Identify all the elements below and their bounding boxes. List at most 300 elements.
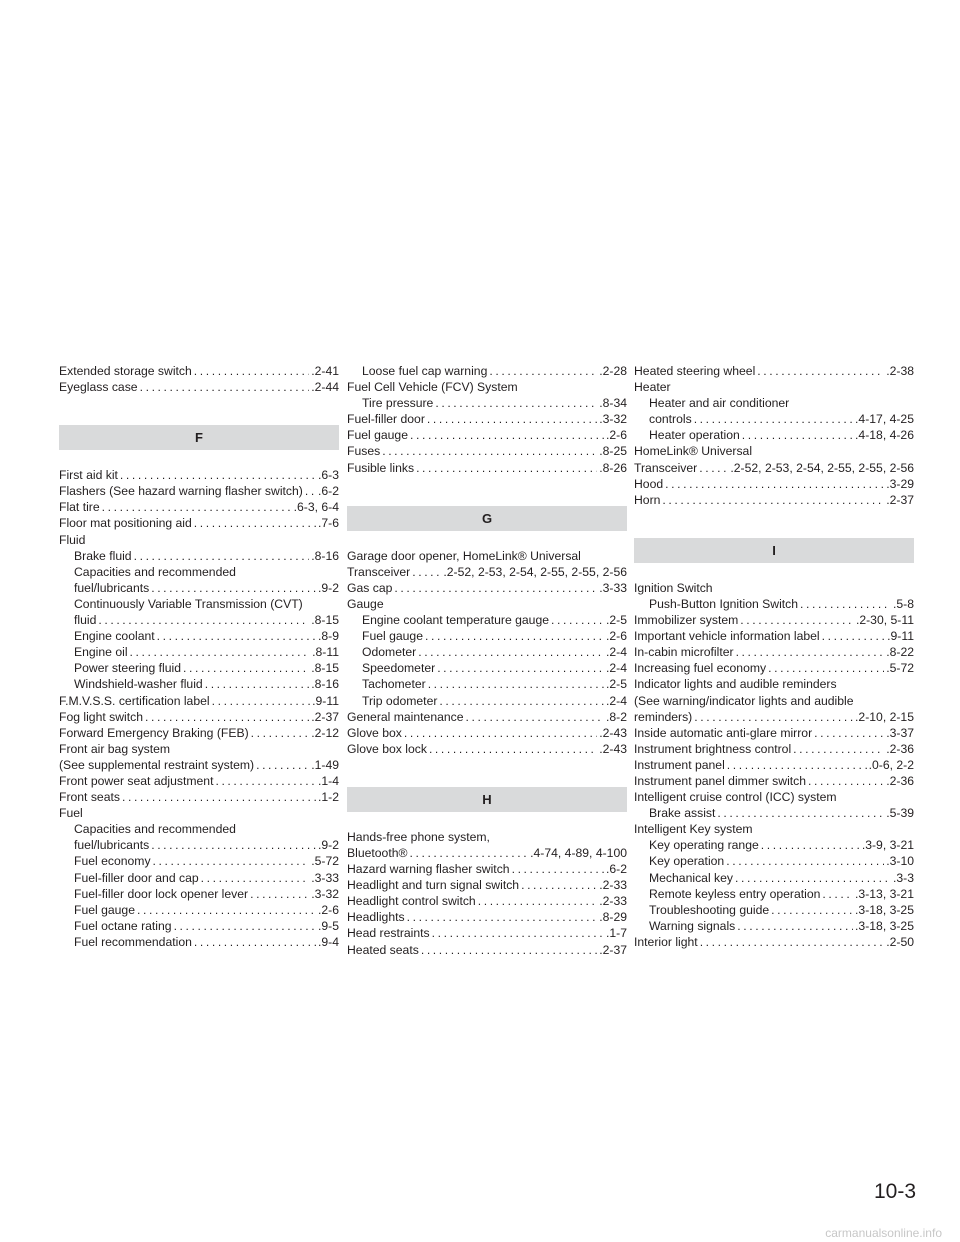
entry-page-ref: .3-29 [886, 476, 914, 491]
dot-leader [727, 757, 867, 773]
dot-leader [256, 757, 309, 773]
index-entry [347, 693, 627, 709]
dot-leader [662, 492, 884, 508]
entry-page-ref: .2-33 [599, 894, 627, 909]
dot-leader [157, 628, 316, 644]
dot-leader [771, 902, 853, 918]
entry-term: Instrument panel dimmer switch [634, 773, 807, 788]
entry-term: Fuel-filler door lock opener lever [74, 886, 249, 901]
entry-term: Fuel recommendation [74, 934, 192, 949]
entry-page-ref: .9-2 [317, 580, 339, 595]
dot-leader [757, 363, 884, 379]
index-label [634, 443, 914, 459]
dot-leader [742, 427, 853, 443]
section-letter-header: I [634, 538, 914, 563]
entry-page-ref: .8-22 [886, 645, 914, 660]
entry-page-ref: .2-43 [599, 725, 627, 740]
entry-term: Fusible links [347, 460, 415, 475]
index-entry [347, 893, 627, 909]
entry-term: fluid [74, 613, 97, 628]
entry-page-ref: .8-11 [312, 645, 339, 660]
entry-page-ref: .2-43 [599, 741, 627, 756]
index-entry [59, 934, 339, 950]
entry-term: Continuously Variable Transmission (CVT) [74, 596, 303, 611]
entry-term: Fog light switch [59, 709, 143, 724]
dot-leader [814, 725, 884, 741]
index-entry [59, 886, 339, 902]
dot-leader [694, 709, 853, 725]
index-label [634, 821, 914, 837]
entry-page-ref: .2-6 [605, 629, 627, 644]
entry-page-ref: .3-13, 3-21 [855, 886, 914, 901]
dot-leader [151, 580, 316, 596]
dot-leader [512, 861, 604, 877]
entry-page-ref: .1-4 [317, 773, 339, 788]
entry-page-ref: .9-5 [317, 918, 339, 933]
entry-page-ref: .6-3 [317, 468, 339, 483]
dot-leader [808, 773, 884, 789]
index-entry [634, 741, 914, 757]
entry-page-ref: .5-39 [886, 806, 914, 821]
dot-leader [466, 709, 604, 725]
section-gap [347, 757, 627, 787]
dot-leader [122, 789, 316, 805]
index-label [59, 532, 339, 548]
index-entry [634, 918, 914, 934]
entry-page-ref: .0-6, 2-2 [868, 757, 914, 772]
entry-term: Intelligent cruise control (ICC) system [634, 790, 837, 805]
section-gap [347, 476, 627, 506]
entry-page-ref: .2-30, 5-11 [855, 613, 914, 628]
entry-page-ref: .2-52, 2-53, 2-54, 2-55, 2-55, 2-56 [730, 460, 914, 475]
dot-leader [412, 564, 441, 580]
entry-page-ref: .2-37 [311, 709, 339, 724]
index-entry [347, 580, 627, 596]
entry-term: Odometer [362, 645, 417, 660]
entry-term: (See warning/indicator lights and audible [634, 693, 854, 708]
entry-page-ref: .8-34 [599, 396, 627, 411]
entry-page-ref: .2-4 [605, 693, 627, 708]
entry-term: Glove box lock [347, 741, 427, 756]
entry-term: Interior light [634, 934, 698, 949]
dot-leader [822, 886, 853, 902]
dot-leader [305, 483, 316, 499]
dot-leader [404, 725, 597, 741]
entry-term: Troubleshooting guide [649, 902, 770, 917]
dot-leader [418, 644, 604, 660]
dot-leader [382, 443, 597, 459]
index-entry [59, 580, 339, 596]
entry-term: Tire pressure [362, 396, 434, 411]
entry-page-ref: .4-17, 4-25 [855, 412, 914, 427]
index-entry [347, 564, 627, 580]
entry-term: Key operating range [649, 838, 759, 853]
entry-term: Power steering fluid [74, 661, 182, 676]
entry-term: Ignition Switch [634, 580, 713, 595]
entry-page-ref: .2-37 [599, 942, 627, 957]
entry-term: (See supplemental restraint system) [59, 757, 255, 772]
dot-leader [416, 460, 597, 476]
index-entry [347, 725, 627, 741]
index-entry [59, 902, 339, 918]
entry-page-ref: .3-18, 3-25 [855, 918, 914, 933]
index-entry [347, 909, 627, 925]
entry-page-ref: .8-26 [599, 460, 627, 475]
dot-leader [137, 902, 316, 918]
entry-term: Push-Button Ignition Switch [649, 596, 799, 611]
index-entry [59, 837, 339, 853]
entry-page-ref: .2-5 [605, 677, 627, 692]
index-entry [347, 427, 627, 443]
dot-leader [98, 612, 309, 628]
entry-term: Fuel Cell Vehicle (FCV) System [347, 380, 518, 395]
index-label [347, 379, 627, 395]
index-entry [59, 612, 339, 628]
entry-term: Immobilizer system [634, 613, 739, 628]
dot-leader [429, 741, 597, 757]
index-entry [59, 363, 339, 379]
entry-term: Front seats [59, 790, 120, 805]
entry-term: Forward Emergency Braking (FEB) [59, 725, 249, 740]
index-entry [59, 773, 339, 789]
index-column-2 [347, 363, 627, 958]
index-entry [59, 660, 339, 676]
index-entry [634, 427, 914, 443]
index-entry [59, 548, 339, 564]
entry-term: Headlights [347, 910, 405, 925]
dot-leader [427, 411, 597, 427]
entry-term: Fuel-filler door [347, 412, 425, 427]
index-entry [59, 709, 339, 725]
entry-page-ref: .6-3, 6-4 [293, 500, 339, 515]
dot-leader [183, 660, 309, 676]
index-entry [347, 741, 627, 757]
index-entry [634, 853, 914, 869]
entry-term: Engine coolant [74, 629, 155, 644]
entry-page-ref: .3-33 [311, 870, 339, 885]
index-entry [634, 363, 914, 379]
entry-term: Horn [634, 492, 661, 507]
entry-page-ref: .1-49 [311, 757, 339, 772]
entry-term: Gauge [347, 596, 384, 611]
index-entry [347, 877, 627, 893]
entry-page-ref: .2-12 [311, 725, 339, 740]
dot-leader [394, 580, 597, 596]
entry-term: Headlight and turn signal switch [347, 878, 520, 893]
entry-term: Extended storage switch [59, 364, 192, 378]
entry-page-ref: .2-4 [605, 661, 627, 676]
dot-leader [800, 596, 891, 612]
index-entry [59, 515, 339, 531]
entry-page-ref: .2-37 [886, 492, 914, 507]
entry-page-ref: .6-2 [605, 862, 627, 877]
entry-term: Bluetooth® [347, 845, 408, 860]
index-entry [347, 660, 627, 676]
dot-leader [489, 363, 597, 379]
entry-term: Capacities and recommended [74, 564, 236, 579]
entry-term: Fuel gauge [347, 428, 408, 443]
entry-page-ref: .8-9 [317, 629, 339, 644]
index-entry [59, 628, 339, 644]
index-entry [634, 596, 914, 612]
index-label [347, 596, 627, 612]
entry-page-ref: .2-33 [599, 878, 627, 893]
dot-leader [407, 909, 598, 925]
watermark: carmanualsonline.info [825, 1226, 942, 1240]
entry-term: Transceiver [347, 564, 411, 579]
index-label [59, 821, 339, 837]
dot-leader [521, 877, 597, 893]
entry-term: Transceiver [634, 460, 698, 475]
entry-term: Capacities and recommended [74, 822, 236, 837]
entry-page-ref: .2-6 [605, 428, 627, 443]
entry-page-ref: .2-6 [317, 902, 339, 917]
entry-page-ref: .6-2 [317, 484, 339, 499]
entry-term: Fuel economy [74, 854, 151, 869]
entry-term: Remote keyless entry operation [649, 886, 821, 901]
index-entry [634, 805, 914, 821]
index-entry [634, 460, 914, 476]
index-column-1 [59, 363, 339, 950]
entry-page-ref: .3-18, 3-25 [855, 902, 914, 917]
entry-page-ref: .3-9, 3-21 [861, 838, 914, 853]
entry-term: Tachometer [362, 677, 426, 692]
index-entry [347, 942, 627, 958]
entry-page-ref: .5-72 [311, 854, 339, 869]
index-entry [634, 902, 914, 918]
entry-term: Eyeglass case [59, 380, 138, 395]
entry-page-ref: .8-16 [311, 548, 339, 563]
dot-leader [102, 499, 292, 515]
index-label [59, 596, 339, 612]
entry-term: Engine coolant temperature gauge [362, 613, 550, 628]
dot-leader [212, 693, 311, 709]
dot-leader [761, 837, 860, 853]
entry-term: fuel/lubricants [74, 580, 150, 595]
index-entry [347, 676, 627, 692]
index-entry [59, 757, 339, 773]
index-entry [347, 411, 627, 427]
entry-page-ref: .2-5 [605, 613, 627, 628]
entry-page-ref: .1-2 [317, 790, 339, 805]
index-entry [59, 467, 339, 483]
index-entry [634, 476, 914, 492]
index-entry [634, 886, 914, 902]
entry-term: Flashers (See hazard warning flasher switch) [59, 484, 303, 499]
dot-leader [120, 467, 316, 483]
entry-term: Indicator lights and audible reminders [634, 677, 837, 692]
entry-term: F.M.V.S.S. certification label [59, 693, 210, 708]
entry-term: First aid kit [59, 468, 118, 483]
dot-leader [694, 411, 853, 427]
entry-page-ref: .4-18, 4-26 [855, 428, 914, 443]
entry-term: Headlight control switch [347, 894, 476, 909]
dot-leader [736, 644, 885, 660]
dot-leader [428, 676, 604, 692]
index-label [347, 829, 627, 845]
entry-term: Instrument panel [634, 757, 725, 772]
index-entry [634, 612, 914, 628]
entry-page-ref: .3-37 [886, 725, 914, 740]
dot-leader [699, 460, 728, 476]
index-entry [59, 693, 339, 709]
index-entry [59, 676, 339, 692]
dot-leader [205, 676, 310, 692]
index-entry [634, 773, 914, 789]
entry-term: Flat tire [59, 500, 100, 515]
entry-term: Fuel gauge [362, 629, 423, 644]
dot-leader [717, 805, 884, 821]
index-entry [347, 460, 627, 476]
section-letter-header: F [59, 425, 339, 450]
entry-term: reminders) [634, 709, 693, 724]
dot-leader [478, 893, 598, 909]
entry-page-ref: .9-4 [317, 934, 339, 949]
entry-term: General maintenance [347, 709, 464, 724]
entry-page-ref: .5-8 [892, 596, 914, 611]
entry-term: Front power seat adjustment [59, 773, 214, 788]
index-entry [634, 870, 914, 886]
entry-page-ref: .2-38 [886, 364, 914, 378]
entry-term: Hood [634, 476, 664, 491]
dot-leader [151, 837, 316, 853]
index-entry [634, 660, 914, 676]
entry-page-ref: .2-36 [886, 741, 914, 756]
index-entry [347, 644, 627, 660]
dot-leader [421, 942, 597, 958]
entry-term: HomeLink® Universal [634, 444, 753, 459]
dot-leader [435, 395, 597, 411]
entry-term: Brake fluid [74, 548, 132, 563]
dot-leader [215, 773, 316, 789]
entry-page-ref: .2-10, 2-15 [855, 709, 914, 724]
entry-term: Speedometer [362, 661, 436, 676]
dot-leader [174, 918, 316, 934]
index-entry [347, 395, 627, 411]
dot-leader [409, 845, 528, 861]
index-entry [634, 837, 914, 853]
index-entry [347, 363, 627, 379]
entry-term: Hands-free phone system, [347, 829, 490, 844]
entry-term: Front air bag system [59, 741, 171, 756]
entry-term: Gas cap [347, 580, 393, 595]
entry-term: Trip odometer [362, 693, 438, 708]
dot-leader [425, 628, 604, 644]
entry-page-ref: .2-50 [886, 934, 914, 949]
dot-leader [740, 612, 854, 628]
index-column-3 [634, 363, 914, 950]
entry-page-ref: .8-29 [599, 910, 627, 925]
entry-term: Head restraints [347, 926, 430, 941]
entry-page-ref: .8-16 [311, 677, 339, 692]
index-label [59, 805, 339, 821]
entry-term: Hazard warning flasher switch [347, 862, 510, 877]
index-entry [634, 709, 914, 725]
index-entry [347, 709, 627, 725]
index-label [634, 379, 914, 395]
dot-leader [145, 709, 309, 725]
index-label [59, 564, 339, 580]
entry-page-ref: .9-2 [317, 838, 339, 853]
index-entry [59, 644, 339, 660]
index-entry [59, 853, 339, 869]
index-entry [634, 492, 914, 508]
entry-term: Floor mat positioning aid [59, 516, 192, 531]
dot-leader [194, 363, 309, 379]
entry-page-ref: .9-11 [887, 629, 914, 644]
entry-page-ref: .1-7 [605, 926, 627, 941]
index-entry [634, 411, 914, 427]
index-entry [59, 918, 339, 934]
page-number: 10-3 [873, 1180, 916, 1203]
dot-leader [194, 934, 316, 950]
entry-page-ref: .3-3 [892, 870, 914, 885]
entry-term: Loose fuel cap warning [362, 364, 488, 378]
dot-leader [410, 427, 604, 443]
index-entry [59, 870, 339, 886]
section-gap [634, 508, 914, 538]
index-label [59, 741, 339, 757]
entry-page-ref: .3-33 [599, 580, 627, 595]
dot-leader [439, 693, 604, 709]
dot-leader [194, 515, 316, 531]
entry-term: fuel/lubricants [74, 838, 150, 853]
index-entry [347, 845, 627, 861]
entry-page-ref: .9-11 [312, 693, 339, 708]
entry-page-ref: .2-36 [886, 773, 914, 788]
dot-leader [665, 476, 884, 492]
dot-leader [250, 886, 309, 902]
entry-page-ref: .3-32 [311, 886, 339, 901]
entry-term: Important vehicle information label [634, 629, 820, 644]
index-entry [59, 499, 339, 515]
entry-term: Garage door opener, HomeLink® Universal [347, 548, 581, 563]
entry-page-ref: .8-15 [311, 661, 339, 676]
entry-page-ref: .3-32 [599, 412, 627, 427]
entry-term: Heater [634, 380, 671, 395]
index-entry [347, 925, 627, 941]
entry-term: Instrument brightness control [634, 741, 792, 756]
entry-term: Engine oil [74, 645, 128, 660]
index-entry [347, 861, 627, 877]
entry-term: Fuses [347, 444, 381, 459]
entry-term: In-cabin microfilter [634, 645, 734, 660]
entry-term: Increasing fuel economy [634, 661, 767, 676]
index-entry [347, 612, 627, 628]
entry-page-ref: .2-44 [311, 380, 339, 395]
index-entry [634, 725, 914, 741]
dot-leader [153, 853, 310, 869]
dot-leader [793, 741, 884, 757]
dot-leader [768, 660, 884, 676]
section-letter-header: H [347, 787, 627, 812]
index-entry [59, 789, 339, 805]
dot-leader [437, 660, 604, 676]
dot-leader [551, 612, 604, 628]
section-letter-header: G [347, 506, 627, 531]
dot-leader [134, 548, 310, 564]
index-entry [59, 483, 339, 499]
dot-leader [251, 725, 310, 741]
index-label [634, 395, 914, 411]
entry-page-ref: .2-52, 2-53, 2-54, 2-55, 2-55, 2-56 [443, 564, 627, 579]
dot-leader [726, 853, 884, 869]
entry-term: Heated steering wheel [634, 364, 756, 378]
entry-page-ref: .8-25 [599, 444, 627, 459]
index-label [634, 693, 914, 709]
entry-term: Fuel octane rating [74, 918, 172, 933]
index-entry [634, 628, 914, 644]
